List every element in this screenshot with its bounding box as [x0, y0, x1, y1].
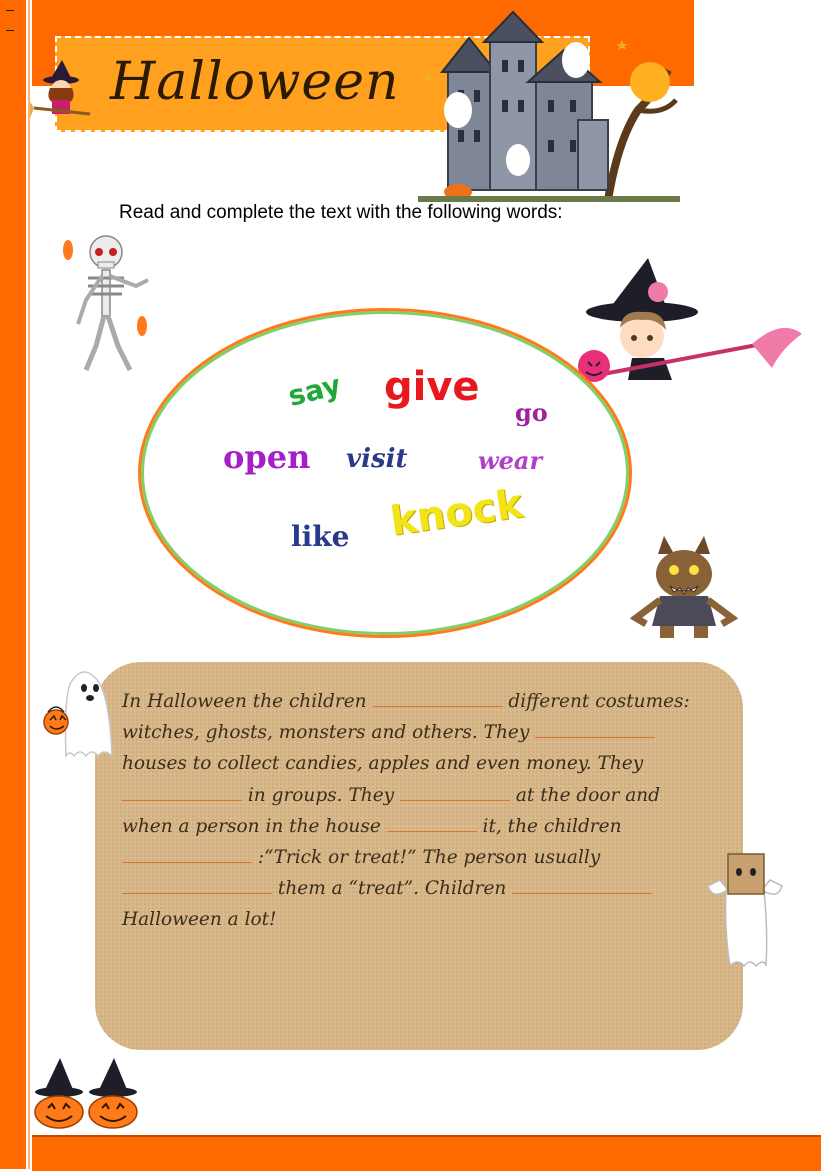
- story-segment: it, the children: [482, 815, 622, 837]
- answer-blank[interactable]: [400, 782, 510, 801]
- story-segment: In Halloween the children: [122, 691, 367, 712]
- answer-blank[interactable]: [512, 875, 652, 894]
- word-knock: knock: [387, 480, 526, 546]
- bag-head-ghost-icon: [706, 850, 784, 970]
- ghost-with-pumpkin-icon: [40, 660, 122, 760]
- skeleton-icon: [56, 230, 156, 378]
- witch-on-broom-icon: [30, 58, 94, 124]
- story-segment: different costumes: witches, ghosts, monsters and others. They: [122, 691, 690, 744]
- story-segment: :“Trick or treat!” The person usually: [257, 847, 601, 869]
- instruction-text: Read and complete the text with the following words:: [119, 202, 563, 223]
- word-say: say: [284, 368, 345, 413]
- answer-blank[interactable]: [387, 813, 477, 832]
- word-wear: wear: [478, 446, 543, 475]
- haunted-house-icon: [418, 10, 680, 202]
- word-open: open: [223, 438, 311, 476]
- answer-blank[interactable]: [535, 719, 655, 738]
- werewolf-icon: [630, 534, 738, 642]
- left-border-line: [28, 0, 30, 1169]
- word-like: like: [291, 520, 350, 553]
- word-give: give: [384, 364, 480, 410]
- story-segment: them a “treat”. Children: [277, 878, 507, 900]
- left-border: [0, 0, 26, 1169]
- answer-blank[interactable]: [122, 875, 272, 894]
- answer-blank[interactable]: [122, 782, 242, 801]
- page-title: Halloween: [110, 52, 400, 112]
- bottom-border: [32, 1135, 821, 1171]
- story-segment: in groups. They: [247, 784, 395, 806]
- story-segment: houses to collect candies, apples and even money. They: [122, 753, 644, 775]
- story-segment: Halloween a lot!: [122, 909, 277, 931]
- story-passage: [122, 686, 712, 936]
- word-visit: visit: [346, 444, 408, 474]
- story-segment: at the door and when a person in the house: [122, 784, 661, 837]
- answer-blank[interactable]: [373, 688, 503, 707]
- answer-blank[interactable]: [122, 844, 252, 863]
- witch-girl-icon: [572, 258, 804, 390]
- word-go: go: [515, 398, 548, 427]
- jack-o-lantern-icon: [32, 1058, 142, 1130]
